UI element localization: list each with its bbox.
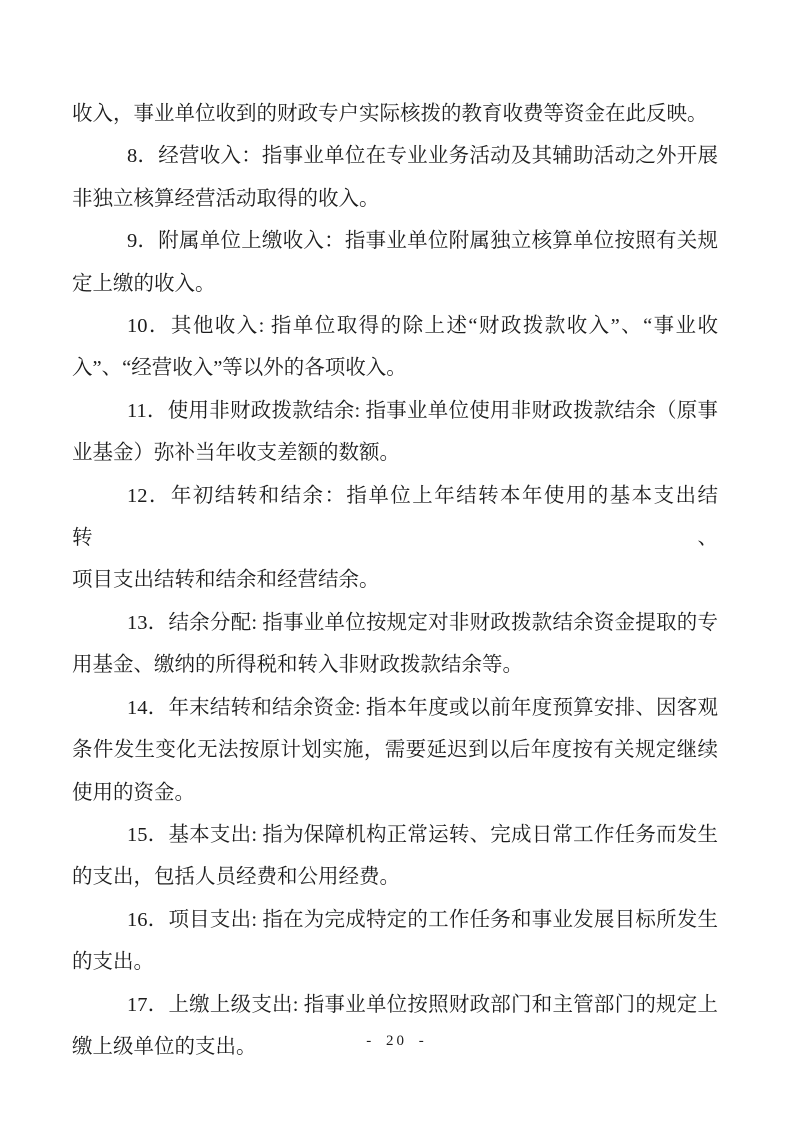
text-line: 16．项目支出: 指在为完成特定的工作任务和事业发展目标所发生 (127, 908, 718, 931)
text-line: 定上缴的收入。 (72, 272, 216, 295)
text-line: 11．使用非财政拨款结余: 指事业单位使用非财政拨款结余（原事 (127, 399, 718, 422)
text-line: 缴上级单位的支出。 (72, 1035, 257, 1058)
text-line: 业基金）弥补当年收支差额的数额。 (72, 442, 400, 465)
text-line: 用基金、缴纳的所得税和转入非财政拨款结余等。 (72, 654, 523, 677)
text-line: 收入，事业单位收到的财政专户实际核拨的教育收费等资金在此反映。 (72, 103, 708, 125)
text-line: 12．年初结转和结余：指单位上年结转本年使用的基本支出结转、 (72, 484, 718, 550)
text-line: 14．年末结转和结余资金: 指本年度或以前年度预算安排、因客观 (127, 696, 718, 719)
text-line: 8．经营收入：指事业单位在专业业务活动及其辅助活动之外开展 (127, 145, 718, 168)
text-line: 条件发生变化无法按原计划实施，需要延迟到以后年度按有关规定继续 (72, 739, 718, 762)
text-line: 17．上缴上级支出: 指事业单位按照财政部门和主管部门的规定上 (127, 993, 718, 1016)
text-line: 使用的资金。 (72, 781, 195, 804)
text-line: 的支出。 (72, 951, 154, 974)
page-number: - 20 - (366, 1033, 427, 1049)
text-line: 15．基本支出: 指为保障机构正常运转、完成日常工作任务而发生 (127, 823, 718, 846)
text-line: 非独立核算经营活动取得的收入。 (72, 187, 380, 210)
text-line: 的支出，包括人员经费和公用经费。 (72, 866, 400, 889)
text-line: 入”、“经营收入”等以外的各项收入。 (72, 357, 407, 380)
text-line: 9．附属单位上缴收入：指事业单位附属独立核算单位按照有关规 (127, 230, 718, 253)
text-line: 13．结余分配: 指事业单位按规定对非财政拨款结余资金提取的专 (127, 611, 718, 634)
text-line: 项目支出结转和结余和经营结余。 (72, 569, 380, 592)
text-line: 10．其他收入: 指单位取得的除上述“财政拨款收入”、“事业收 (127, 315, 718, 338)
text-block (72, 93, 718, 1068)
